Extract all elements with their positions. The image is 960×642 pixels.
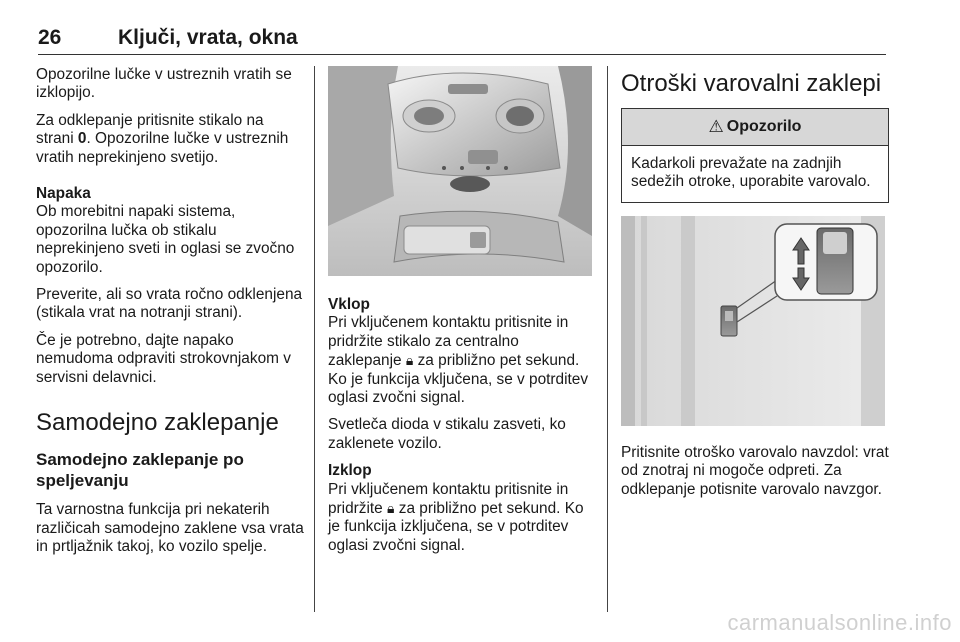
section-heading: Samodejno zaklepanje: [36, 409, 279, 437]
column-left: [36, 66, 304, 565]
column-middle: [328, 296, 596, 564]
warning-title: Opozorilo: [726, 117, 802, 135]
text-run: Pri vključenem kontaktu pritisnite in pridržite stikalo za centralno zaklepanje: [328, 314, 569, 370]
overhead-console-illustration: [328, 66, 592, 276]
warning-text: Kadarkoli prevažate na zadnjih sedežih otroke, uporabite varovalo.: [631, 155, 871, 191]
warning-header: [622, 109, 888, 146]
text-run: . Opozorilne lučke v ustreznih vratih neprekinjeno svetijo.: [36, 130, 289, 166]
column-right-lower: [621, 444, 889, 508]
paragraph: Pritisnite otroško varovalo navzdol: vrat od znotraj ni mogoče odpreti. Za odklepanje potisnite varovalo navzgor.: [621, 444, 889, 498]
page-number: 26: [38, 26, 62, 49]
lock-icon: 🔒︎: [387, 500, 395, 517]
lock-icon: 🔒︎: [405, 352, 414, 369]
paragraph: Ta varnostna funkcija pri nekaterih različicah samodejno zaklene vsa vrata in prtljažnik takoj, ko vozilo spelje.: [36, 501, 304, 555]
watermark: carmanualsonline.info: [727, 610, 952, 635]
warning-icon: ⚠: [708, 116, 724, 136]
paragraph: Če je potrebno, dajte napako nemudoma odpraviti strokovnjakom v servisni delavnici.: [36, 331, 291, 386]
vklop-heading: Vklop: [328, 296, 370, 313]
izklop-heading: Izklop: [328, 462, 372, 480]
text-run: za približno pet sekund. Ko je funkcija izključena, se v potrditev oglasi zvočni signal.: [328, 500, 584, 554]
paragraph: Preverite, ali so vrata ročno odklenjena (stikala vrat na notranji strani).: [36, 286, 303, 322]
warning-box: [621, 108, 889, 203]
column-right: [621, 66, 889, 203]
paragraph: Ob morebitni napaki sistema, opozorilna lučka ob stikalu neprekinjeno sveti in oglasi se zvočno opozorilo.: [36, 203, 295, 276]
column-divider: [607, 66, 608, 612]
page-title: Ključi, vrata, okna: [118, 26, 298, 49]
page-header: [38, 24, 886, 55]
napaka-heading: Napaka: [36, 185, 91, 203]
text-run: Za odklepanje pritisnite stikalo na strani: [36, 111, 264, 148]
paragraph: Opozorilne lučke v ustreznih vratih se izklopijo.: [36, 66, 292, 102]
paragraph: [328, 481, 596, 556]
text-run: za približno pet sekund. Ko je funkcija vključena, se v potrditev oglasi zvočni signal.: [328, 352, 589, 407]
column-divider: [314, 66, 315, 612]
switch-side-label: 0: [77, 130, 87, 148]
child-lock-illustration: [621, 216, 885, 426]
paragraph: [328, 314, 596, 407]
paragraph: [36, 112, 304, 167]
paragraph: Svetleča dioda v stikalu zasveti, ko zaklenete vozilo.: [328, 416, 566, 452]
text-run: Pri vključenem kontaktu pritisnite in pridržite: [328, 480, 569, 518]
section-heading: Otroški varovalni zaklepi: [621, 70, 882, 97]
subsection-heading: Samodejno zaklepanje po speljevanju: [36, 450, 244, 491]
